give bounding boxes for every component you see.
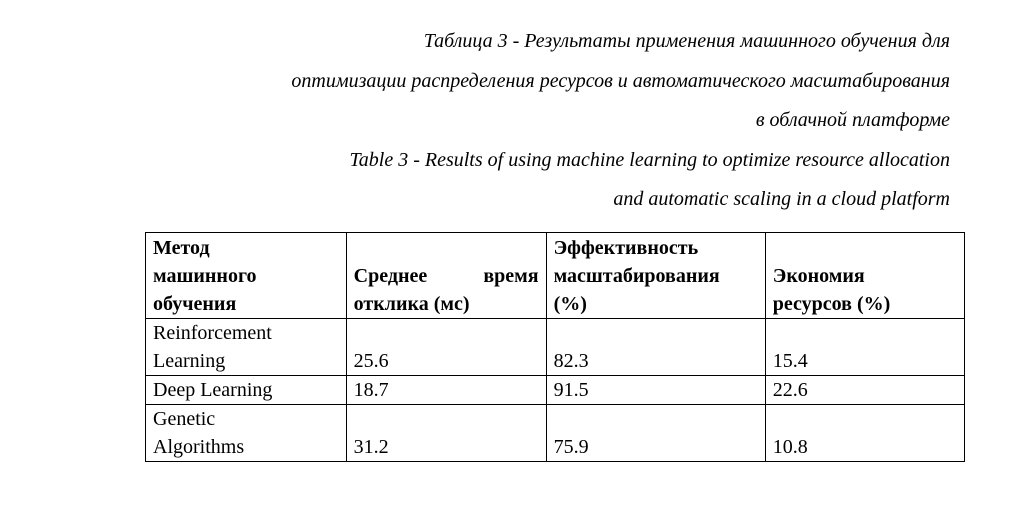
header-eff-line-1: Эффективность (553, 237, 699, 259)
table-row (146, 319, 965, 376)
header-scaling-efficiency (546, 233, 765, 319)
caption-ru-line-2: оптимизации распределения ресурсов и автоматического масштабирования (291, 69, 950, 92)
results-table (145, 232, 965, 462)
header-method-line-2: машинного (153, 265, 257, 287)
caption-ru-line-3: в облачной платформе (755, 109, 950, 131)
header-row (146, 233, 965, 319)
header-eff-line-2: масштабирования (553, 265, 720, 287)
cell-method (146, 319, 347, 376)
cell-response-time: 31.2 (346, 405, 546, 462)
cell-response-time: 18.7 (346, 376, 546, 405)
header-time-line-2: отклика (мс) (353, 293, 470, 315)
cell-method-line-1: Reinforcement (153, 322, 272, 344)
header-method-line-1: Метод (153, 237, 210, 259)
caption-en-line-2: and automatic scaling in a cloud platform (613, 188, 950, 210)
header-eff-line-3: (%) (553, 293, 587, 315)
table-row (146, 376, 965, 405)
cell-scaling-efficiency: 82.3 (546, 319, 765, 376)
caption-ru-line-1: Таблица 3 - Результаты применения машинного обучения для (423, 30, 950, 52)
header-time-word-2: время (483, 265, 539, 287)
caption-en-line-1: Table 3 - Results of using machine learning to optimize resource allocation (349, 148, 950, 171)
cell-resource-economy: 22.6 (765, 376, 964, 405)
cell-method-line-2: Algorithms (153, 436, 245, 458)
header-response-time (346, 233, 546, 319)
header-method-line-3: обучения (153, 293, 237, 315)
table-row (146, 405, 965, 462)
cell-method-line-2: Learning (153, 350, 226, 372)
header-econ-line-1: Экономия (772, 265, 865, 287)
table-caption (100, 22, 950, 220)
header-time-word-1: Среднее (353, 265, 428, 287)
cell-response-time: 25.6 (346, 319, 546, 376)
cell-resource-economy: 10.8 (765, 405, 964, 462)
header-method (146, 233, 347, 319)
cell-scaling-efficiency: 75.9 (546, 405, 765, 462)
cell-scaling-efficiency: 91.5 (546, 376, 765, 405)
cell-method: Deep Learning (146, 376, 347, 405)
header-time-line-1 (354, 262, 539, 290)
cell-method (146, 405, 347, 462)
cell-resource-economy: 15.4 (765, 319, 964, 376)
header-econ-line-2: ресурсов (%) (772, 293, 891, 315)
header-resource-economy (765, 233, 964, 319)
cell-method-line-1: Genetic (153, 408, 216, 430)
